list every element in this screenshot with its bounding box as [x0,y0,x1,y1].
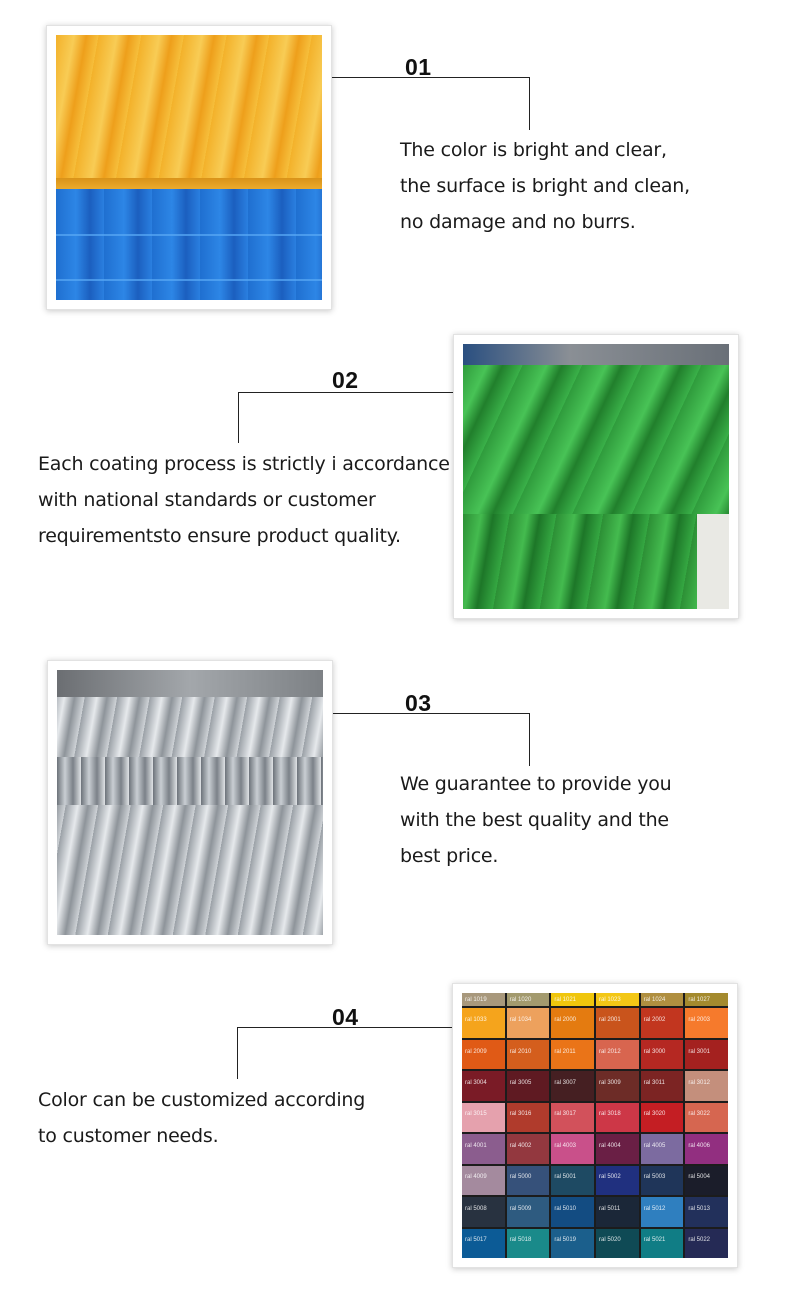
color-swatch [551,993,594,1006]
color-swatch-label: ral 2012 [599,1048,621,1055]
feature-3-number: 03 [405,690,432,716]
color-swatch [507,1197,550,1226]
color-swatch [596,1008,639,1037]
feature-4-description [38,1082,365,1154]
color-swatch [551,1008,594,1037]
color-swatch [462,1103,505,1132]
color-swatch-label: ral 3020 [643,1111,666,1118]
color-swatch [596,1166,639,1195]
color-swatch-label: ral 5003 [643,1174,666,1181]
color-swatch [507,1229,550,1258]
color-swatch-label: ral 5000 [509,1174,532,1181]
color-swatch [685,1008,728,1037]
color-swatch [551,1166,594,1195]
color-swatch [507,1008,550,1037]
color-swatch [685,1040,728,1069]
color-swatch-label: ral 4001 [465,1142,487,1149]
color-swatch [685,1071,728,1100]
color-swatch-label: ral 5010 [554,1205,577,1212]
feature-3-line: with the best quality and the [400,809,669,831]
feature-3-image-card [47,660,333,945]
color-swatch [596,1134,639,1163]
ral-color-chart-photo [462,993,728,1258]
color-swatch [596,1040,639,1069]
color-swatch-label: ral 5012 [643,1205,666,1212]
color-swatch-label: ral 5020 [599,1237,621,1244]
feature-3-connector-vertical [529,713,530,766]
color-swatch [641,1008,684,1037]
color-swatch [685,1134,728,1163]
color-swatch [551,1229,594,1258]
yellow-blue-roofing-sheet-photo [56,35,322,300]
color-swatch-label: ral 1034 [509,1017,532,1024]
color-swatch-label: ral 5002 [599,1174,621,1181]
color-swatch-label: ral 1019 [465,996,487,1003]
color-swatch [685,1166,728,1195]
color-swatch-label: ral 3009 [599,1080,621,1087]
color-swatch [507,1040,550,1069]
color-swatch [596,993,639,1006]
color-swatch-label: ral 3000 [643,1048,666,1055]
feature-2-description [38,446,450,554]
feature-1-number: 01 [405,54,432,80]
color-swatch-label: ral 1023 [599,996,621,1003]
feature-1-description [400,132,690,240]
color-swatch-label: ral 5004 [688,1174,711,1181]
feature-4-number: 04 [332,1004,359,1030]
color-swatch [462,993,505,1006]
color-swatch-label: ral 4003 [554,1142,577,1149]
color-swatch [507,1134,550,1163]
feature-2-line: requirementsto ensure product quality. [38,525,401,547]
feature-4-line: to customer needs. [38,1125,219,1147]
color-swatch [507,1071,550,1100]
color-swatch [641,1197,684,1226]
color-swatch [596,1071,639,1100]
color-swatch-label: ral 3017 [554,1111,577,1118]
color-swatch-label: ral 5008 [465,1205,487,1212]
color-swatch [596,1103,639,1132]
color-swatch-label: ral 5018 [509,1237,532,1244]
color-swatch [641,1071,684,1100]
feature-3-description [400,766,672,874]
color-swatch-label: ral 3001 [688,1048,711,1055]
feature-2-number: 02 [332,367,359,393]
color-swatch-label: ral 4005 [643,1142,666,1149]
feature-4-line: Color can be customized according [38,1089,366,1111]
feature-3-line: We guarantee to provide you [400,773,672,795]
feature-2-line: with national standards or customer [38,489,376,511]
color-swatch-label: ral 4002 [509,1142,532,1149]
color-swatch-label: ral 2002 [643,1017,666,1024]
color-swatch [641,1229,684,1258]
feature-1-line: the surface is bright and clean, [400,175,690,197]
feature-2-image-card [453,334,739,619]
color-swatch [551,1197,594,1226]
color-swatch [551,1071,594,1100]
color-swatch-label: ral 1020 [509,996,532,1003]
color-swatch-label: ral 3011 [643,1080,665,1087]
color-swatch [641,993,684,1006]
color-swatch-label: ral 2010 [509,1048,532,1055]
color-swatch-label: ral 1027 [688,996,711,1003]
color-swatch-label: ral 5021 [643,1237,666,1244]
color-swatch-label: ral 2000 [554,1017,577,1024]
color-swatch-label: ral 1024 [643,996,666,1003]
color-swatch [641,1134,684,1163]
color-swatch-label: ral 4004 [599,1142,621,1149]
color-swatch [685,1103,728,1132]
color-swatch [685,993,728,1006]
feature-1-line: The color is bright and clear, [400,139,667,161]
color-swatch-label: ral 5013 [688,1205,711,1212]
color-swatch-label: ral 5019 [554,1237,577,1244]
color-swatch [685,1197,728,1226]
color-swatch-label: ral 5011 [599,1205,621,1212]
color-swatch-label: ral 5009 [509,1205,532,1212]
color-swatch [641,1166,684,1195]
color-swatch-label: ral 3022 [688,1111,711,1118]
color-swatch [462,1229,505,1258]
color-swatch [462,1071,505,1100]
color-swatch-label: ral 2001 [599,1017,621,1024]
color-swatch-label: ral 4006 [688,1142,711,1149]
color-swatch-label: ral 1033 [465,1017,487,1024]
color-swatch [507,993,550,1006]
color-swatch-label: ral 1021 [554,996,577,1003]
color-swatch [462,1040,505,1069]
feature-1-line: no damage and no burrs. [400,211,636,233]
color-swatch-label: ral 3016 [509,1111,532,1118]
color-swatch [507,1166,550,1195]
color-swatch-label: ral 3007 [554,1080,577,1087]
feature-3-line: best price. [400,845,499,867]
color-swatch-label: ral 5022 [688,1237,711,1244]
color-swatch [551,1103,594,1132]
color-swatch [462,1134,505,1163]
color-swatch-label: ral 4009 [465,1174,487,1181]
color-swatch-label: ral 5017 [465,1237,487,1244]
color-swatch-label: ral 3018 [599,1111,621,1118]
feature-2-line: Each coating process is strictly i accordance [38,453,450,475]
color-swatch [596,1229,639,1258]
color-swatch [685,1229,728,1258]
color-swatch-label: ral 3015 [465,1111,487,1118]
color-swatch [641,1103,684,1132]
color-swatch-label: ral 3012 [688,1080,711,1087]
green-roofing-sheet-photo [463,344,729,609]
feature-4-connector-vertical [237,1027,238,1079]
color-swatch-label: ral 2011 [554,1048,576,1055]
feature-1-connector-vertical [529,77,530,130]
color-swatch-label: ral 3005 [509,1080,532,1087]
color-swatch [462,1008,505,1037]
color-swatch-label: ral 5001 [554,1174,577,1181]
color-swatch-label: ral 2009 [465,1048,487,1055]
feature-1-image-card [46,25,332,310]
color-swatch [462,1166,505,1195]
color-swatch [507,1103,550,1132]
feature-4-image-card [452,983,738,1268]
color-swatch-label: ral 3004 [465,1080,487,1087]
color-swatch [551,1040,594,1069]
color-swatch-label: ral 2003 [688,1017,711,1024]
galvanized-roofing-sheet-photo [57,670,323,935]
color-swatch [641,1040,684,1069]
color-swatch [462,1197,505,1226]
color-swatch [596,1197,639,1226]
feature-2-connector-vertical [238,392,239,443]
color-swatch [551,1134,594,1163]
